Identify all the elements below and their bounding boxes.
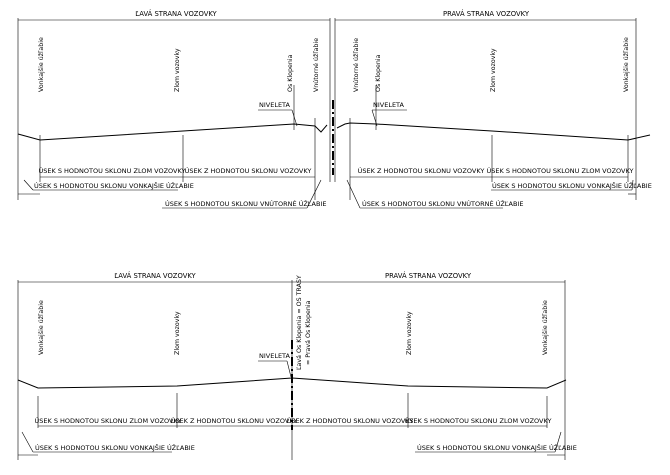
top-seg-outer-right: ÚSEK S HODNOTOU SKLONU VONKAJŠIE ÚŽĽABIE — [492, 182, 652, 190]
top-seg-inner-right: ÚSEK S HODNOTOU SKLONU VNÚTORNÉ ÚŽĽABIE — [362, 200, 524, 208]
bottom-seg-road-right: ÚSEK Z HODNOTOU SKLONU VOZOVKY — [286, 417, 414, 425]
top-seg-outer-left: ÚSEK S HODNOTOU SKLONU VONKAJŠIE ÚŽĽABIE — [34, 182, 194, 190]
bottom-right-side-title: PRAVÁ STRANA VOZOVKY — [384, 272, 472, 280]
bottom-section — [18, 271, 577, 460]
top-seg-inner-right-leader — [347, 180, 360, 208]
top-road-profile-right — [337, 123, 650, 140]
bottom-seg-break-right: ÚSEK S HODNOTOU SKLONU ZLOM VOZOVKY — [404, 417, 552, 425]
top-tilt-axis-left-label: Os Klopenia — [287, 54, 294, 92]
top-slope-break-left-label: Zlom vozovky — [174, 48, 181, 92]
top-niveleta-right-label: NIVELETA — [373, 101, 404, 109]
top-slope-break-right-label: Zlom vozovky — [490, 48, 497, 92]
bottom-seg-road-left: ÚSEK Z HODNOTOU SKLONU VOZOVKY — [170, 417, 298, 425]
top-outer-gutter-right-label: Vonkajšie úžľabie — [623, 37, 630, 92]
top-seg-break-left: ÚSEK S HODNOTOU SKLONU ZLOM VOZOVKY — [38, 167, 186, 175]
bottom-seg-outer-right: ÚSEK S HODNOTOU SKLONU VONKAJŠIE ÚŽĽABIE — [417, 444, 577, 452]
bottom-outer-gutter-right-label: Vonkajšie úžľabie — [542, 300, 549, 355]
bottom-niveleta-leader — [287, 361, 291, 377]
bottom-axis-label-line1: Ľavá Os Klopenia = OS TRASY — [296, 275, 303, 370]
bottom-seg-outer-left: ÚSEK S HODNOTOU SKLONU VONKAJŠIE ÚŽĽABIE — [35, 444, 195, 452]
bottom-niveleta-label: NIVELETA — [259, 352, 290, 360]
top-seg-road-left: ÚSEK Z HODNOTOU SKLONU VOZOVKY — [184, 167, 312, 175]
bottom-slope-break-right-label: Zlom vozovky — [406, 311, 413, 355]
bottom-left-side-title: ĽAVÁ STRANA VOZOVKY — [114, 272, 196, 280]
top-inner-gutter-right-label: Vnútorné úžľabie — [353, 37, 360, 92]
top-section — [18, 9, 652, 208]
top-inner-gutter-left-label: Vnútorné úžľabie — [313, 37, 320, 92]
top-seg-inner-left: ÚSEK S HODNOTOU SKLONU VNÚTORNÉ ÚŽĽABIE — [165, 200, 327, 208]
bottom-slope-break-left-label: Zlom vozovky — [174, 311, 181, 355]
top-left-side-title: ĽAVÁ STRANA VOZOVKY — [135, 10, 217, 18]
top-seg-break-right: ÚSEK S HODNOTOU SKLONU ZLOM VOZOVKY — [486, 167, 634, 175]
top-outer-gutter-left-label: Vonkajšie úžľabie — [38, 37, 45, 92]
top-right-side-title: PRAVÁ STRANA VOZOVKY — [442, 10, 530, 18]
top-road-profile-left — [18, 124, 327, 140]
top-seg-road-right: ÚSEK Z HODNOTOU SKLONU VOZOVKY — [357, 167, 485, 175]
bottom-outer-gutter-left-label: Vonkajšie úžľabie — [38, 300, 45, 355]
top-niveleta-left-label: NIVELETA — [259, 101, 290, 109]
top-tilt-axis-right-label: Os Klopenia — [375, 54, 382, 92]
bottom-seg-outer-left-leader — [22, 432, 33, 452]
bottom-seg-break-left: ÚSEK S HODNOTOU SKLONU ZLOM VOZOVKY — [34, 417, 182, 425]
bottom-axis-label-line2: = Pravá Os Klopenia — [305, 300, 312, 365]
top-seg-outer-left-leader — [24, 180, 33, 190]
